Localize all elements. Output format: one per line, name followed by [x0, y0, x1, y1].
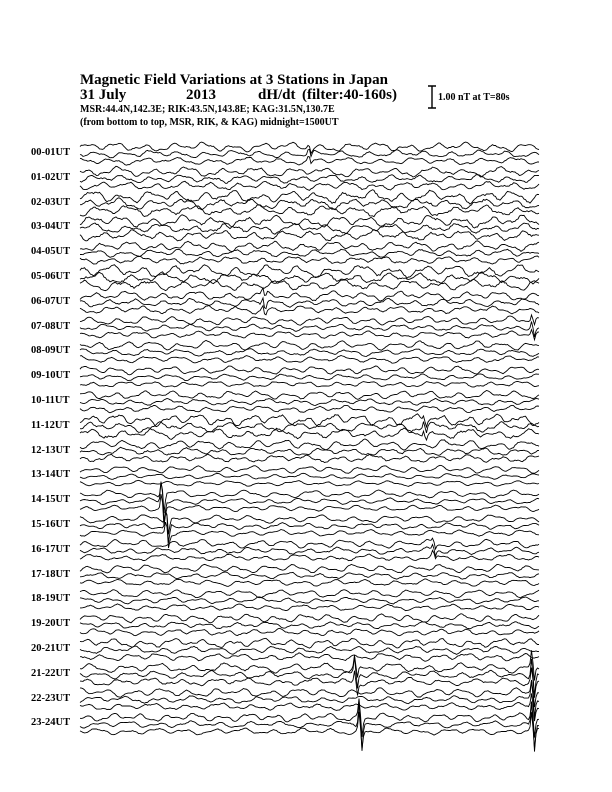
trace-kag-17-18UT [80, 564, 539, 573]
date-day: 31 July [80, 87, 127, 103]
hour-label: 09-10UT [31, 370, 71, 382]
trace-msr-09-10UT [80, 381, 539, 387]
trace-kag-01-02UT [80, 166, 539, 177]
trace-msr-13-14UT [80, 480, 539, 486]
trace-rik-20-21UT [80, 646, 539, 654]
trace-msr-20-21UT [80, 653, 539, 662]
trace-msr-02-03UT [80, 205, 539, 217]
trace-msr-12-13UT [80, 454, 539, 462]
trace-msr-05-06UT [80, 279, 539, 290]
hour-label: 06-07UT [31, 295, 71, 307]
trace-msr-18-19UT [80, 604, 539, 611]
trace-msr-16-17UT [80, 550, 539, 560]
scale-bar-mark [428, 86, 436, 108]
hour-label: 13-14UT [31, 469, 71, 481]
trace-kag-16-17UT [80, 538, 539, 549]
trace-rik-12-13UT [80, 447, 539, 455]
hour-label: 00-01UT [31, 147, 71, 158]
trace-kag-18-19UT [80, 590, 539, 598]
hour-label: 10-11UT [31, 395, 70, 406]
hour-label: 05-06UT [31, 271, 71, 282]
hour-label: 11-12UT [31, 419, 70, 431]
trace-rik-18-19UT [80, 597, 539, 604]
trace-msr-14-15UT [80, 494, 539, 526]
hour-label: 03-04UT [31, 221, 71, 233]
station-order-note: (from bottom to top, MSR, RIK, & KAG) midnight=1500UT [80, 117, 339, 128]
scale-bar [428, 86, 436, 108]
hour-label: 23-24UT [31, 717, 71, 729]
hour-label: 08-09UT [31, 345, 71, 357]
trace-rik-11-12UT [80, 422, 539, 433]
trace-rik-06-07UT [80, 298, 539, 309]
trace-kag-04-05UT [80, 241, 539, 252]
trace-msr-07-08UT [80, 330, 539, 340]
hour-label: 02-03UT [31, 196, 71, 208]
trace-kag-12-13UT [80, 439, 539, 450]
hour-label: 17-18UT [31, 568, 71, 580]
trace-rik-17-18UT [80, 572, 539, 579]
hour-label: 01-02UT [31, 171, 71, 183]
trace-rik-16-17UT [80, 545, 539, 557]
waveform-traces [80, 142, 539, 752]
trace-rik-22-23UT [80, 681, 539, 718]
trace-kag-21-22UT [80, 650, 539, 680]
quantity-label: dH/dt [258, 87, 296, 103]
trace-rik-08-09UT [80, 349, 539, 357]
trace-rik-21-22UT [80, 657, 539, 697]
trace-rik-09-10UT [80, 374, 539, 381]
hour-label: 07-08UT [31, 320, 71, 332]
scale-bar-label: 1.00 nT at T=80s [438, 92, 510, 103]
hour-label: 04-05UT [31, 246, 71, 258]
trace-kag-09-10UT [80, 366, 539, 375]
trace-msr-17-18UT [80, 579, 539, 587]
trace-msr-11-12UT [80, 428, 539, 440]
hour-label: 20-21UT [31, 643, 71, 654]
hour-label: 19-20UT [31, 618, 71, 630]
trace-kag-10-11UT [80, 391, 539, 400]
trace-msr-03-04UT [80, 230, 539, 241]
trace-kag-00-01UT [80, 142, 539, 153]
trace-kag-05-06UT [80, 265, 539, 278]
hour-label: 12-13UT [31, 444, 71, 456]
trace-msr-19-20UT [80, 628, 539, 635]
trace-rik-13-14UT [80, 473, 539, 479]
trace-kag-22-23UT [80, 680, 539, 707]
hour-label: 21-22UT [31, 667, 71, 679]
trace-rik-15-16UT [80, 511, 539, 543]
station-coordinates: MSR:44.4N,142.3E; RIK:43.5N,143.8E; KAG:31.5N,130.7E [80, 104, 335, 115]
trace-msr-06-07UT [80, 306, 539, 315]
trace-rik-19-20UT [80, 622, 539, 629]
filter-label: (filter:40-160s) [302, 87, 397, 103]
date-year: 2013 [186, 87, 216, 103]
trace-kag-13-14UT [80, 465, 539, 473]
chart-title: Magnetic Field Variations at 3 Stations in Japan [80, 72, 388, 88]
hour-label: 15-16UT [31, 519, 71, 530]
hour-label: 22-23UT [31, 692, 71, 704]
trace-kag-15-16UT [80, 511, 539, 535]
trace-kag-19-20UT [80, 614, 539, 623]
hour-label: 14-15UT [31, 494, 71, 506]
trace-msr-01-02UT [80, 181, 539, 190]
trace-msr-04-05UT [80, 256, 539, 264]
trace-msr-10-11UT [80, 405, 539, 413]
trace-kag-08-09UT [80, 340, 539, 350]
trace-rik-01-02UT [80, 175, 539, 184]
trace-rik-04-05UT [80, 249, 539, 257]
trace-msr-00-01UT [80, 156, 539, 165]
trace-kag-03-04UT [80, 215, 539, 229]
trace-msr-08-09UT [80, 356, 539, 364]
hour-label: 18-19UT [31, 593, 71, 605]
trace-kag-20-21UT [80, 638, 539, 648]
trace-kag-07-08UT [80, 315, 539, 325]
trace-rik-10-11UT [80, 398, 539, 405]
hour-label: 16-17UT [31, 543, 71, 555]
